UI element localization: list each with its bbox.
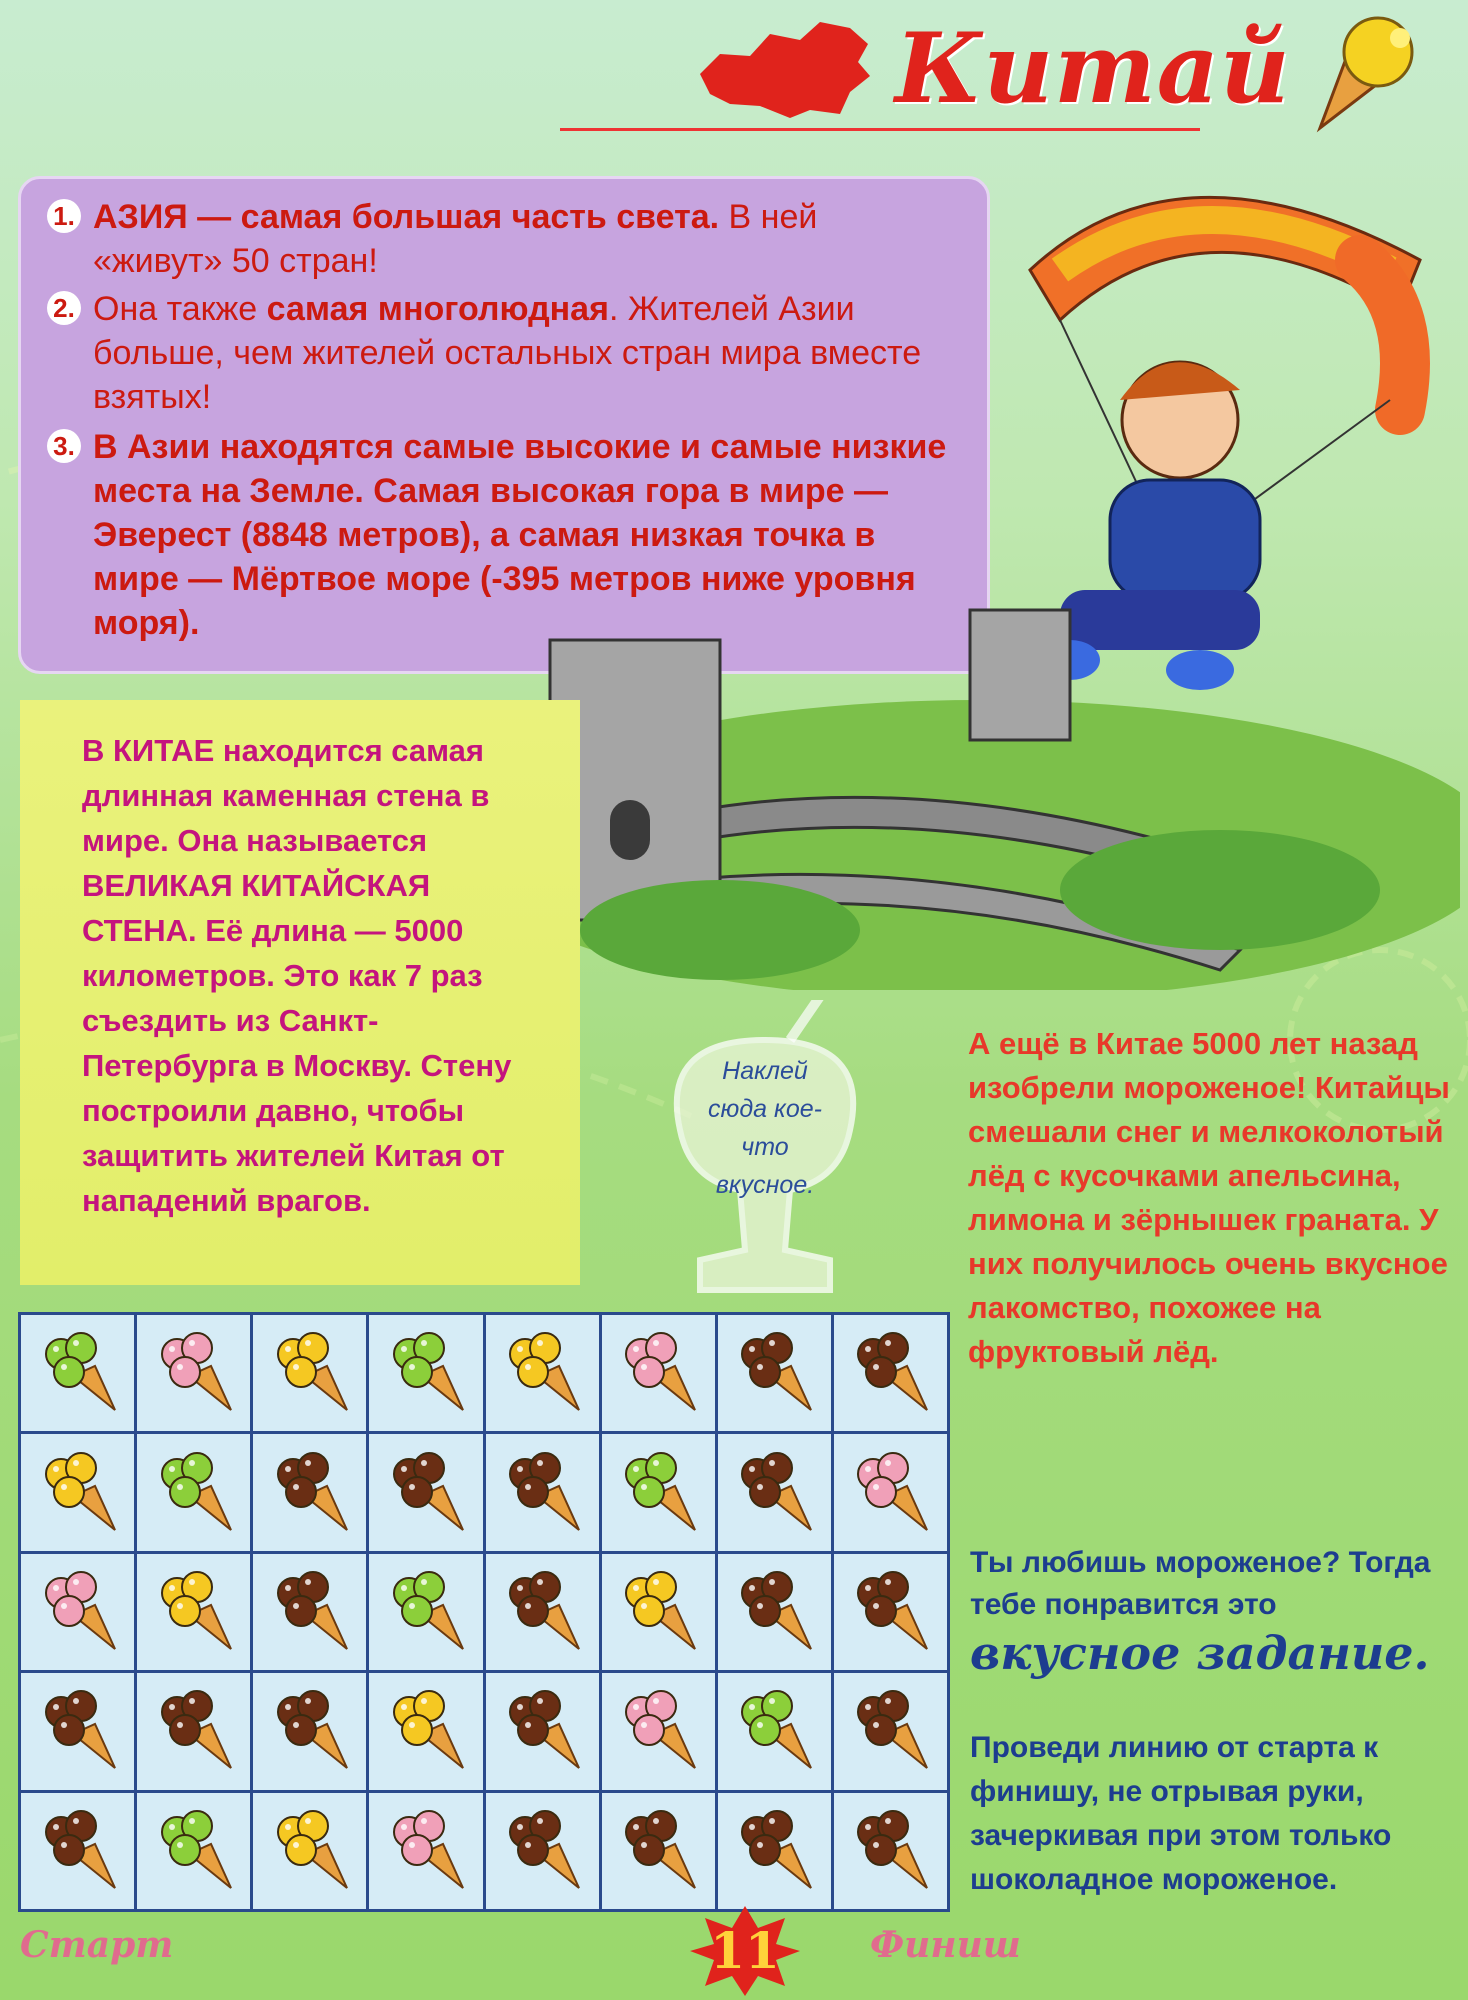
maze-cell-chocolate[interactable] xyxy=(486,1554,599,1670)
yellow-ice-cream-icon xyxy=(149,1567,239,1657)
yellow-ice-cream-icon xyxy=(497,1328,587,1418)
maze-cell-pink[interactable] xyxy=(137,1315,250,1431)
chocolate-ice-cream-icon xyxy=(265,1567,355,1657)
chocolate-ice-cream-icon xyxy=(845,1686,935,1776)
header-divider xyxy=(560,128,1200,131)
chocolate-ice-cream-icon xyxy=(497,1686,587,1776)
finish-label: Финиш xyxy=(870,1924,1021,1966)
yellow-ice-cream-icon xyxy=(381,1686,471,1776)
pink-ice-cream-icon xyxy=(33,1567,123,1657)
chocolate-ice-cream-icon xyxy=(729,1328,819,1418)
chocolate-ice-cream-icon xyxy=(613,1806,703,1896)
maze-cell-yellow[interactable] xyxy=(21,1434,134,1550)
green-ice-cream-icon xyxy=(381,1567,471,1657)
yellow-ice-cream-icon xyxy=(265,1328,355,1418)
pink-ice-cream-icon xyxy=(613,1328,703,1418)
task-question: Ты любишь мороженое? Тогда тебе понравится это xyxy=(970,1546,1431,1621)
maze-cell-chocolate[interactable] xyxy=(834,1673,947,1789)
green-ice-cream-icon xyxy=(149,1806,239,1896)
maze-cell-pink[interactable] xyxy=(834,1434,947,1550)
green-ice-cream-icon xyxy=(729,1686,819,1776)
maze-cell-chocolate[interactable] xyxy=(718,1315,831,1431)
maze-cell-green[interactable] xyxy=(369,1554,482,1670)
maze-cell-green[interactable] xyxy=(369,1315,482,1431)
maze-cell-chocolate[interactable] xyxy=(718,1793,831,1909)
maze-cell-chocolate[interactable] xyxy=(834,1315,947,1431)
maze-cell-chocolate[interactable] xyxy=(718,1434,831,1550)
maze-cell-yellow[interactable] xyxy=(369,1673,482,1789)
maze-cell-chocolate[interactable] xyxy=(486,1793,599,1909)
ice-cream-cone-icon xyxy=(1290,8,1430,138)
pink-ice-cream-icon xyxy=(149,1328,239,1418)
ice-cream-maze-grid xyxy=(18,1312,950,1912)
pink-ice-cream-icon xyxy=(613,1686,703,1776)
chocolate-ice-cream-icon xyxy=(33,1686,123,1776)
page-number-badge xyxy=(690,1906,800,1996)
maze-cell-chocolate[interactable] xyxy=(253,1673,366,1789)
fact-1-bold: АЗИЯ — самая большая часть света. xyxy=(93,198,720,236)
page-title: Китай xyxy=(895,12,1291,125)
chocolate-ice-cream-icon xyxy=(845,1567,935,1657)
maze-cell-chocolate[interactable] xyxy=(21,1793,134,1909)
fact-1-number: 1. xyxy=(47,199,81,233)
maze-cell-chocolate[interactable] xyxy=(369,1434,482,1550)
maze-cell-pink[interactable] xyxy=(369,1793,482,1909)
sticker-placeholder-text: Наклей сюда кое-что вкусное. xyxy=(708,1057,822,1199)
maze-cell-yellow[interactable] xyxy=(253,1315,366,1431)
fact-3-number: 3. xyxy=(47,429,81,463)
maze-cell-chocolate[interactable] xyxy=(21,1673,134,1789)
great-wall-illustration xyxy=(460,590,1460,990)
ice-cream-history-text: А ещё в Китае 5000 лет назад изобрели мороженое! Китайцы смешали снег и мелкоколотый лёд с кусочками апельсина, лимона и зёрнышек граната. У них получилось очень вкусное лакомство, похожее на фруктовый лёд. xyxy=(968,1026,1450,1369)
chocolate-ice-cream-icon xyxy=(497,1448,587,1538)
maze-cell-chocolate[interactable] xyxy=(718,1554,831,1670)
chocolate-ice-cream-icon xyxy=(845,1328,935,1418)
chocolate-ice-cream-icon xyxy=(729,1567,819,1657)
maze-cell-green[interactable] xyxy=(137,1793,250,1909)
maze-cell-pink[interactable] xyxy=(602,1673,715,1789)
task-instructions: Проведи линию от старта к финишу, не отрывая руки, зачеркивая при этом только шоколадное мороженое. xyxy=(970,1731,1392,1896)
yellow-ice-cream-icon xyxy=(33,1448,123,1538)
yellow-ice-cream-icon xyxy=(613,1567,703,1657)
maze-cell-green[interactable] xyxy=(718,1673,831,1789)
page-number: 11 xyxy=(710,1921,780,1980)
chocolate-ice-cream-icon xyxy=(381,1448,471,1538)
chocolate-ice-cream-icon xyxy=(845,1806,935,1896)
maze-cell-chocolate[interactable] xyxy=(602,1793,715,1909)
great-wall-text: В КИТАЕ находится самая длинная каменная стена в мире. Она называется ВЕЛИКАЯ КИТАЙСКАЯ СТЕНА. Её длина — 5000 километров. Это как 7 раз съездить из Санкт-Петербурга в Москву. Стену построили давно, чтобы защитить жителей Китая от нападений врагов. xyxy=(82,733,512,1218)
maze-cell-yellow[interactable] xyxy=(486,1315,599,1431)
green-ice-cream-icon xyxy=(149,1448,239,1538)
chocolate-ice-cream-icon xyxy=(265,1448,355,1538)
green-ice-cream-icon xyxy=(381,1328,471,1418)
chocolate-ice-cream-icon xyxy=(729,1448,819,1538)
start-label: Старт xyxy=(20,1924,174,1966)
chocolate-ice-cream-icon xyxy=(497,1567,587,1657)
fact-1 xyxy=(51,195,931,283)
maze-cell-chocolate[interactable] xyxy=(834,1793,947,1909)
maze-cell-yellow[interactable] xyxy=(602,1554,715,1670)
yellow-ice-cream-icon xyxy=(265,1806,355,1896)
fact-2-rest: . Жителей Азии больше, чем жителей остальных стран мира вместе взятых! xyxy=(93,290,922,416)
maze-cell-green[interactable] xyxy=(137,1434,250,1550)
pink-ice-cream-icon xyxy=(845,1448,935,1538)
china-map-icon xyxy=(690,14,880,124)
maze-cell-chocolate[interactable] xyxy=(137,1673,250,1789)
maze-cell-chocolate[interactable] xyxy=(253,1434,366,1550)
chocolate-ice-cream-icon xyxy=(497,1806,587,1896)
maze-cell-yellow[interactable] xyxy=(253,1793,366,1909)
fact-1-rest: В ней «живут» 50 стран! xyxy=(93,198,818,280)
maze-cell-green[interactable] xyxy=(21,1315,134,1431)
fact-3-bold: В Азии находятся самые высокие и самые низкие места на Земле. Самая высокая гора в мире — Эверест (8848 метров), а самая низкая точка в мире — Мёртвое море (-395 метров ниже уровня моря). xyxy=(93,428,947,642)
chocolate-ice-cream-icon xyxy=(265,1686,355,1776)
maze-cell-pink[interactable] xyxy=(21,1554,134,1670)
task-heading: вкусное задание. xyxy=(970,1626,1430,1680)
maze-cell-chocolate[interactable] xyxy=(834,1554,947,1670)
green-ice-cream-icon xyxy=(33,1328,123,1418)
maze-cell-chocolate[interactable] xyxy=(486,1673,599,1789)
maze-cell-chocolate[interactable] xyxy=(253,1554,366,1670)
chocolate-ice-cream-icon xyxy=(33,1806,123,1896)
fact-2-bold: самая многолюдная xyxy=(266,290,609,328)
fact-2 xyxy=(51,287,931,419)
fact-2-number: 2. xyxy=(47,291,81,325)
chocolate-ice-cream-icon xyxy=(149,1686,239,1776)
maze-cell-yellow[interactable] xyxy=(137,1554,250,1670)
maze-cell-green[interactable] xyxy=(602,1434,715,1550)
maze-cell-pink[interactable] xyxy=(602,1315,715,1431)
pink-ice-cream-icon xyxy=(381,1806,471,1896)
maze-cell-chocolate[interactable] xyxy=(486,1434,599,1550)
chocolate-ice-cream-icon xyxy=(729,1806,819,1896)
green-ice-cream-icon xyxy=(613,1448,703,1538)
fact-2-pre: Она также xyxy=(93,290,267,328)
